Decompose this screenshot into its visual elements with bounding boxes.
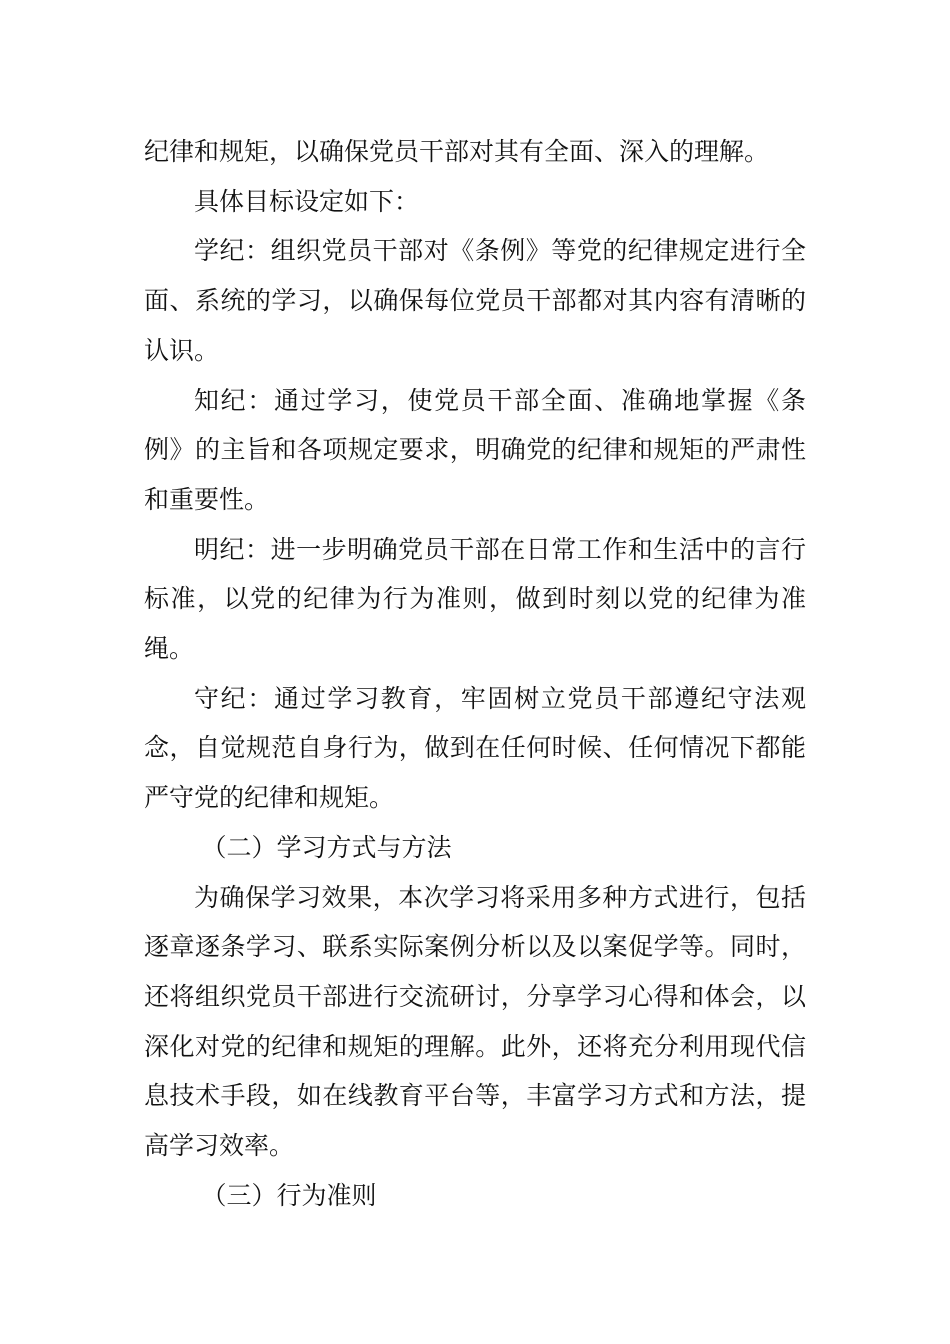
paragraph-zhiji: 知纪：通过学习，使党员干部全面、准确地掌握《条例》的主旨和各项规定要求，明确党的纪律和规矩的严肃性和重要性。 [144,385,806,514]
section-heading-code-of-conduct: （三）行为准则 [201,1180,377,1210]
paragraph-study-methods: 为确保学习效果，本次学习将采用多种方式进行，包括逐章逐条学习、联系实际案例分析以及以案促学等。同时，还将组织党员干部进行交流研讨，分享学习心得和体会，以深化对党的纪律和规矩的理解。此外，还将充分利用现代信息技术手段，如在线教育平台等，丰富学习方式和方法，提高学习效率。 [144,882,806,1161]
paragraph-shouji: 守纪：通过学习教育，牢固树立党员干部遵纪守法观念，自觉规范自身行为，做到在任何时候、任何情况下都能严守党的纪律和规矩。 [144,683,806,813]
document-body [144,127,806,1220]
paragraph-xueji: 学纪：组织党员干部对《条例》等党的纪律规定进行全面、系统的学习，以确保每位党员干部都对其内容有清晰的认识。 [144,236,806,365]
paragraph-continuation: 纪律和规矩，以确保党员干部对其有全面、深入的理解。 [144,137,770,166]
paragraph-mingji: 明纪：进一步明确党员干部在日常工作和生活中的言行标准，以党的纪律为行为准则，做到时刻以党的纪律为准绳。 [144,534,806,664]
section-heading-study-methods: （二）学习方式与方法 [201,832,452,862]
paragraph-goals-intro: 具体目标设定如下： [194,186,420,216]
